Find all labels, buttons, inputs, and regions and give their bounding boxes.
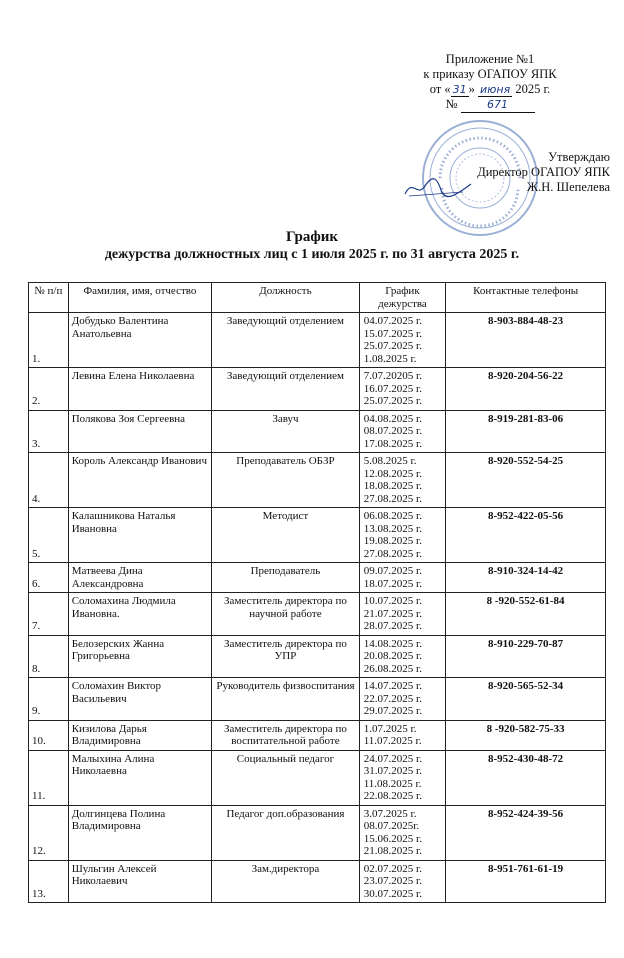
table-row: [29, 368, 606, 411]
table-row: [29, 453, 606, 508]
duty-dates: [359, 678, 445, 721]
employee-position: Методист: [212, 508, 360, 563]
duty-date: 30.07.2025 г.: [363, 887, 422, 900]
duty-date: 25.07.2025 г.: [363, 395, 422, 407]
duty-dates: [359, 635, 445, 678]
row-number: 9.: [29, 678, 69, 721]
duty-date: 09.07.2025 г.: [363, 565, 422, 577]
table-row: [29, 410, 606, 453]
table-row: [29, 720, 606, 750]
duty-date: 17.08.2025 г.: [363, 437, 422, 450]
contact-phone: 8-920-552-54-25: [446, 453, 606, 508]
duty-date: 27.08.2025 г.: [363, 492, 422, 505]
employee-position: Преподаватель: [212, 563, 360, 593]
order-day: 31: [452, 83, 467, 96]
employee-name: Долгинцева Полина Владимировна: [68, 805, 211, 860]
row-number: 7.: [29, 593, 69, 636]
employee-position: Заведующий отделением: [212, 313, 360, 368]
row-number: 10.: [29, 720, 69, 750]
duty-date: 1.08.2025 г.: [363, 352, 417, 365]
duty-dates: [359, 750, 445, 805]
duty-date: 23.07.2025 г.: [363, 875, 422, 887]
contact-phone: 8-952-430-48-72: [446, 750, 606, 805]
duty-date: 25.07.2025 г.: [363, 340, 422, 352]
duty-date: 22.08.2025 г.: [363, 790, 422, 802]
order-number: 671: [461, 97, 535, 113]
employee-name: Король Александр Иванович: [68, 453, 211, 508]
employee-name: Добудько Валентина Анатольевна: [68, 313, 211, 368]
approval-block: [395, 150, 610, 195]
employee-name: Малыхина Алина Николаевна: [68, 750, 211, 805]
table-body: [29, 313, 606, 903]
order-month: июня: [480, 83, 511, 96]
duty-date: 27.08.2025 г.: [363, 547, 422, 560]
row-number: 5.: [29, 508, 69, 563]
appendix-header: [380, 52, 600, 113]
order-reference: к приказу ОГАПОУ ЯПК: [423, 67, 557, 81]
duty-date: 28.07.2025 г.: [363, 620, 422, 632]
table-row: [29, 508, 606, 563]
table-row: [29, 678, 606, 721]
contact-phone: 8 -920-582-75-33: [446, 720, 606, 750]
duty-dates: [359, 593, 445, 636]
duty-date: 19.08.2025 г.: [363, 535, 422, 547]
duty-date: 15.06.2025 г.: [363, 832, 422, 845]
duty-date: 21.08.2025 г.: [363, 845, 422, 857]
row-number: 8.: [29, 635, 69, 678]
table-row: [29, 635, 606, 678]
contact-phone: 8 -920-552-61-84: [446, 593, 606, 636]
table-row: [29, 860, 606, 903]
header-schedule: График дежурства: [359, 283, 445, 313]
employee-position: Преподаватель ОБЗР: [212, 453, 360, 508]
duty-date: 3.07.2025 г.: [363, 807, 417, 820]
employee-name: Шульгин Алексей Николаевич: [68, 860, 211, 903]
employee-name: Кизилова Дарья Владимировна: [68, 720, 211, 750]
header-phone: Контактные телефоны: [446, 283, 606, 313]
table-row: [29, 593, 606, 636]
row-number: 11.: [29, 750, 69, 805]
director-name: Ж.Н. Шепелева: [526, 180, 610, 194]
contact-phone: 8-951-761-61-19: [446, 860, 606, 903]
row-number: 12.: [29, 805, 69, 860]
table-row: [29, 750, 606, 805]
contact-phone: 8-952-422-05-56: [446, 508, 606, 563]
duty-date: 10.07.2025 г.: [363, 595, 422, 607]
duty-date: 12.08.2025 г.: [363, 467, 422, 480]
approval-title: Утверждаю: [548, 150, 610, 164]
duty-date: 11.08.2025 г.: [363, 777, 422, 790]
order-date: от « 31 » июня 2025 г.: [429, 82, 551, 96]
duty-dates: [359, 410, 445, 453]
employee-position: Зам.директора: [212, 860, 360, 903]
header-number: № п/п: [29, 283, 69, 313]
contact-phone: 8-919-281-83-06: [446, 410, 606, 453]
employee-position: Заместитель директора по УПР: [212, 635, 360, 678]
employee-name: Калашникова Наталья Ивановна: [68, 508, 211, 563]
contact-phone: 8-920-565-52-34: [446, 678, 606, 721]
duty-date: 08.07.2025г.: [363, 820, 420, 832]
approval-position: Директор ОГАПОУ ЯПК: [477, 165, 610, 179]
row-number: 2.: [29, 368, 69, 411]
duty-date: 11.07.2025 г.: [363, 735, 422, 747]
duty-dates: [359, 860, 445, 903]
contact-phone: 8-903-884-48-23: [446, 313, 606, 368]
duty-date: 08.07.2025 г.: [363, 425, 422, 437]
employee-name: Левина Елена Николаевна: [68, 368, 211, 411]
employee-name: Матвеева Дина Александровна: [68, 563, 211, 593]
row-number: 1.: [29, 313, 69, 368]
duty-date: 13.08.2025 г.: [363, 522, 422, 535]
duty-dates: [359, 720, 445, 750]
employee-name: Полякова Зоя Сергеевна: [68, 410, 211, 453]
row-number: 13.: [29, 860, 69, 903]
document-title: [0, 228, 624, 263]
duty-date: 02.07.2025 г.: [363, 862, 422, 875]
duty-date: 04.07.2025 г.: [363, 315, 422, 327]
employee-position: Руководитель физвоспитания: [212, 678, 360, 721]
duty-dates: [359, 453, 445, 508]
duty-date: 14.08.2025 г.: [363, 637, 422, 650]
employee-name: Соломахина Людмила Ивановна.: [68, 593, 211, 636]
table-row: [29, 563, 606, 593]
contact-phone: 8-910-324-14-42: [446, 563, 606, 593]
employee-position: Заведующий отделением: [212, 368, 360, 411]
duty-dates: [359, 563, 445, 593]
duty-date: 15.07.2025 г.: [363, 327, 422, 340]
duty-date: 24.07.2025 г.: [363, 752, 422, 765]
duty-dates: [359, 368, 445, 411]
contact-phone: 8-910-229-70-87: [446, 635, 606, 678]
duty-date: 18.07.2025 г.: [363, 577, 422, 590]
employee-name: Соломахин Виктор Васильевич: [68, 678, 211, 721]
title-main: График: [285, 229, 339, 245]
employee-name: Белозерских Жанна Григорьевна: [68, 635, 211, 678]
duty-date: 21.07.2025 г.: [363, 607, 422, 620]
header-position: Должность: [212, 283, 360, 313]
duty-date: 06.08.2025 г.: [363, 510, 422, 522]
contact-phone: 8-920-204-56-22: [446, 368, 606, 411]
duty-schedule-table: [28, 282, 606, 903]
table-row: [29, 805, 606, 860]
order-number-line: № 671: [380, 97, 600, 113]
row-number: 3.: [29, 410, 69, 453]
duty-date: 29.07.2025 г.: [363, 705, 422, 717]
duty-dates: [359, 805, 445, 860]
row-number: 4.: [29, 453, 69, 508]
employee-position: Социальный педагог: [212, 750, 360, 805]
contact-phone: 8-952-424-39-56: [446, 805, 606, 860]
duty-date: 14.07.2025 г.: [363, 680, 422, 692]
duty-dates: [359, 313, 445, 368]
employee-position: Завуч: [212, 410, 360, 453]
duty-date: 26.08.2025 г.: [363, 662, 422, 675]
duty-dates: [359, 508, 445, 563]
employee-position: Педагог доп.образования: [212, 805, 360, 860]
duty-date: 18.08.2025 г.: [363, 480, 422, 492]
duty-date: 5.08.2025 г.: [363, 455, 417, 467]
title-subtitle: дежурства должностных лиц с 1 июля 2025 г. по 31 августа 2025 г.: [104, 247, 520, 262]
duty-date: 16.07.2025 г.: [363, 382, 422, 395]
approval-signature-line: [395, 180, 610, 195]
employee-position: Заместитель директора по воспитательной работе: [212, 720, 360, 750]
duty-date: 31.07.2025 г.: [363, 765, 422, 777]
duty-date: 20.08.2025 г.: [363, 650, 422, 662]
appendix-title: Приложение №1: [445, 52, 535, 66]
signature-icon: [403, 174, 473, 200]
table-row: [29, 313, 606, 368]
duty-date: 1.07.2025 г.: [363, 722, 417, 735]
duty-date: 04.08.2025 г.: [363, 412, 422, 425]
header-name: Фамилия, имя, отчество: [68, 283, 211, 313]
employee-position: Заместитель директора по научной работе: [212, 593, 360, 636]
table-header-row: [29, 283, 606, 313]
row-number: 6.: [29, 563, 69, 593]
duty-date: 7.07.20205 г.: [363, 370, 422, 382]
duty-date: 22.07.2025 г.: [363, 692, 422, 705]
